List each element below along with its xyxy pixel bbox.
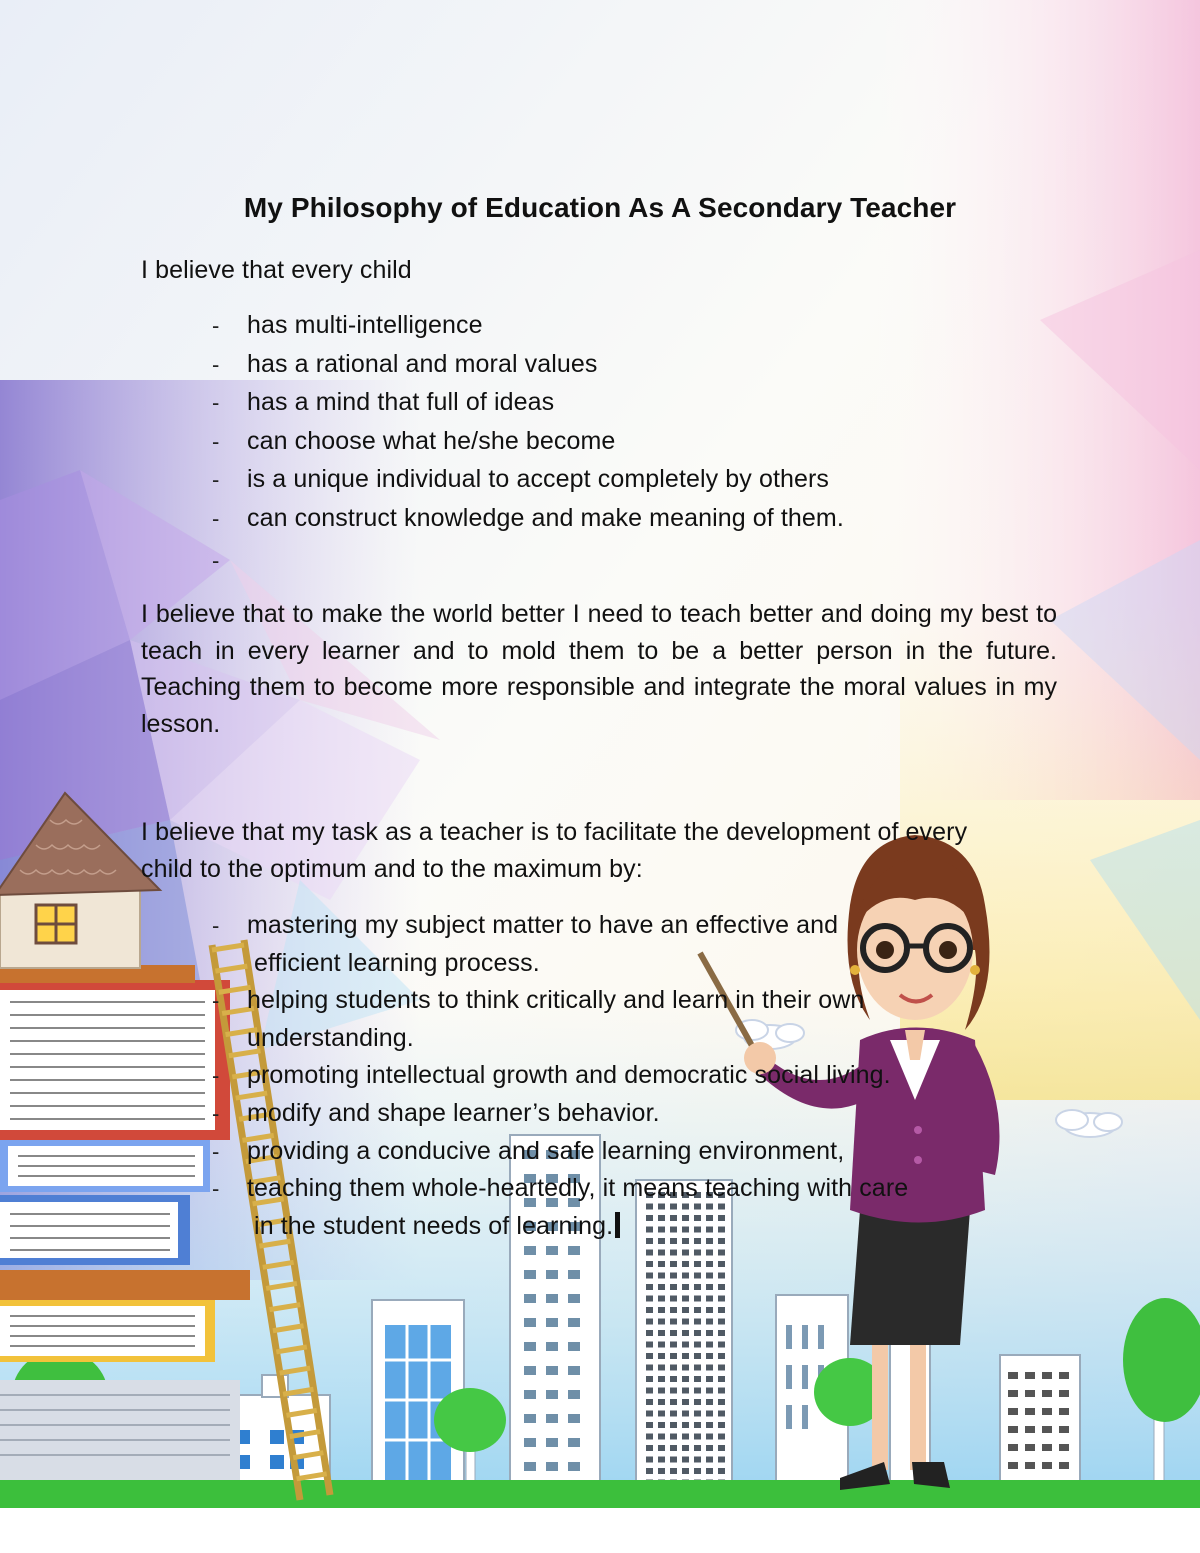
bullet-dash: -: [212, 467, 220, 492]
belief-item: can choose what he/she become: [247, 426, 616, 455]
task-item-line: providing a conducive and safe learning environment,: [247, 1136, 845, 1165]
task-item-line: efficient learning process.: [247, 948, 540, 977]
bullet-dash: -: [212, 1101, 220, 1126]
belief-item: has a rational and moral values: [247, 349, 598, 378]
belief-item: has a mind that full of ideas: [247, 388, 555, 416]
task-item-line: in the student needs of learning.: [247, 1212, 620, 1241]
paragraph-task-line-2: child to the optimum and to the maximum by:: [141, 855, 643, 883]
page-title: My Philosophy of Education As A Secondary Teacher: [243, 192, 957, 223]
bullet-dash: -: [212, 428, 220, 454]
bullet-dash: -: [212, 988, 220, 1014]
paragraph-teaching-philosophy: I believe that to make the world better I need to teach better and doing my best to teach in every learner and to mold them to be a better person in the future. Teaching them to become more responsible and integrate the moral values in my lesson.: [141, 600, 1057, 738]
task-item-line: teaching them whole-heartedly, it means teaching with care: [247, 1174, 909, 1203]
belief-item: has multi-intelligence: [247, 311, 483, 339]
paragraph-task-line-1: I believe that my task as a teacher is to facilitate the development of every: [141, 818, 968, 846]
bullet-dash: -: [212, 390, 220, 415]
bullet-dash: -: [212, 1063, 220, 1089]
task-item-line: understanding.: [247, 1023, 414, 1052]
belief-item: is a unique individual to accept completely by others: [247, 465, 830, 493]
bullet-dash: -: [212, 505, 220, 531]
task-item-line: promoting intellectual growth and democratic social living.: [247, 1061, 891, 1090]
bullet-dash: -: [212, 351, 220, 377]
task-item-line: helping students to think critically and learn in their own: [247, 986, 865, 1015]
bullet-dash: -: [212, 913, 220, 938]
empty-bullet: -: [212, 548, 220, 573]
bullet-dash: -: [212, 1138, 220, 1164]
belief-item: can construct knowledge and make meaning of them.: [247, 503, 844, 532]
task-item-line: mastering my subject matter to have an effective and: [247, 911, 839, 939]
bullet-dash: -: [212, 1176, 220, 1202]
intro-line: I believe that every child: [141, 256, 412, 284]
bullet-dash: -: [212, 313, 220, 338]
task-item-line: modify and shape learner’s behavior.: [247, 1099, 660, 1127]
text-cursor: [615, 1212, 620, 1238]
